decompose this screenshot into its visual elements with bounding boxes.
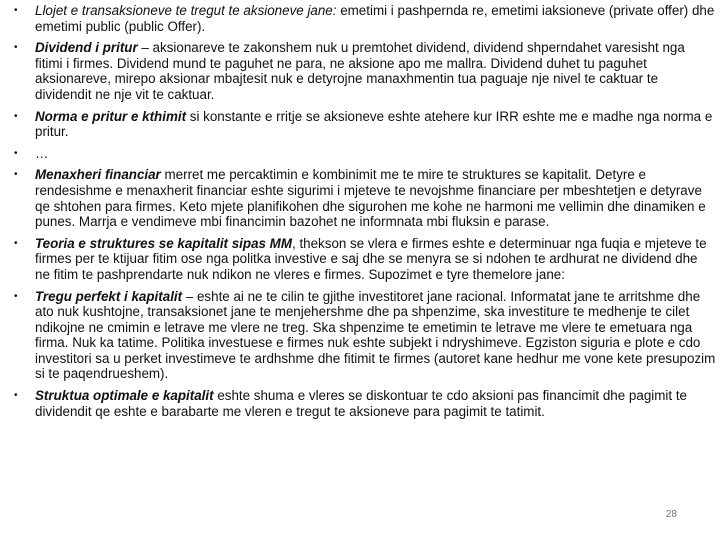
bullet-term: Norma e pritur e kthimit <box>35 108 187 124</box>
bullet-icon: • <box>14 5 18 16</box>
bullet-item-6 <box>14 236 716 283</box>
bullet-icon: • <box>14 290 18 302</box>
bullet-term: Tregu perfekt i kapitalit <box>35 288 183 304</box>
bullet-text: eshte shuma e vleres se diskontuar te cdo aksioni pas financimit dhe pagimit te dividendit qe eshte e barabarte me vleren e tregut te aksioneve para pagimit te tatimit. <box>35 388 687 419</box>
bullet-term: Dividend i pritur <box>35 40 138 56</box>
bullet-item-2 <box>14 40 716 102</box>
page-number: 28 <box>665 509 677 520</box>
bullet-text: … <box>35 145 49 161</box>
bullet-icon: • <box>14 42 18 54</box>
bullet-text: si konstante e rritje se aksioneve eshte atehere kur IRR eshte me e madhe nga norma e pritur. <box>35 108 713 140</box>
bullet-lead: Llojet e transaksioneve te tregut te aksioneve jane: <box>35 3 337 18</box>
bullet-text: – aksionareve te zakonshem nuk u premtohet dividend, dividend shperndahet varesisht nga fitimi i firmes. Dividend mund te paguhet ne para, ne aksione apo me mallra. Dividend duhet tu paguhet aksionareve, mirepo aksionar mbajtesit nuk e detyrojne manaxhmentin tua paguaje nje nivel te caktuar te dividendit ne nje vit te caktuar. <box>35 40 685 102</box>
bullet-item-5 <box>14 167 716 229</box>
bullet-term: Teoria e struktures se kapitalit sipas MM <box>35 235 292 251</box>
bullet-icon: • <box>14 147 18 159</box>
bullet-text: – eshte ai ne te cilin te gjithe investitoret jane racional. Informatat jane te arritshme dhe ato nuk kushtojne, transaksionet jane te menjehershme dhe pa shpenzime, ska investiture te medhenje te cilet ndikojne ne cmimin e letrave me vlere ne treg. Ska shpenzime te emetimin te letrave me vlere te emetuara nga firma. Nuk ka tatime. Politika investuese e firmes nuk eshte subjekt i ndryshimeve. Egziston siguria e plote e cdo investitori sa u perket investimeve te ardhshme dhe fitimit te firmes (autoret kane hedhur me vone kete presupozim si te paqendrueshem). <box>35 288 716 382</box>
bullet-item-7 <box>14 289 716 383</box>
bullet-text: merret me percaktimin e kombinimit me te mire te struktures se kapitalit. Detyre e rendesishme e menaxherit financiar eshte sigurimi i mjeteve te nevojshme financiare per mbeshtetjen e detyrave qe shtohen para firmes. Keto mjete planifikohen dhe sigurohen me kohe ne harmoni me vellimin dhe dinamiken e punes. Marrja e vendimeve mbi financimin bazohet ne informnata mbi fluksin e parase. <box>35 167 706 230</box>
bullet-icon: • <box>14 110 18 122</box>
bullet-list <box>14 3 716 425</box>
bullet-text: emetimi i pashpernda re, emetimi iaksioneve (private offer) dhe emetimi public (public Offer). <box>35 3 715 34</box>
bullet-icon: • <box>14 237 18 249</box>
bullet-icon: • <box>14 390 18 402</box>
bullet-item-4 <box>14 146 716 162</box>
bullet-text: , thekson se vlera e firmes eshte e determinuar nga fuqia e mjeteve te firmes per te ktijuar fitim ose nga politka investive e saj dhe se menyra se si ndohen te ardhurat ne dividend dhe ne fitim te pashprendarte nuk ndikon ne vleres e firmes. Supozimet e tyre themelore jane: <box>35 235 707 282</box>
bullet-term: Menaxheri financiar <box>35 167 161 183</box>
bullet-icon: • <box>14 169 18 181</box>
bullet-item-8 <box>14 388 716 419</box>
bullet-term: Struktua optimale e kapitalit <box>35 388 214 404</box>
bullet-item-3 <box>14 109 716 140</box>
bullet-item-1 <box>14 3 716 34</box>
